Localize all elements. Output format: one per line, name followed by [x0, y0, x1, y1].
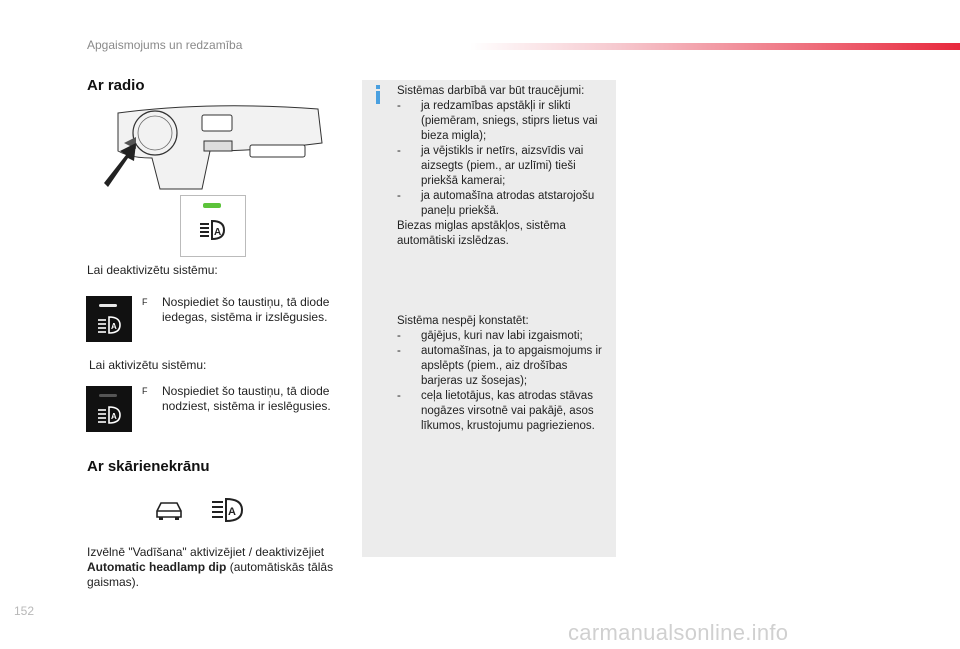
button-led-on — [86, 296, 132, 342]
touchscreen-instruction — [87, 545, 347, 590]
section-title-touchscreen: Ar skārienekrānu — [87, 458, 210, 475]
bullet-arrow: F — [142, 297, 148, 307]
page-number: 152 — [14, 604, 35, 618]
auto-headlamp-icon — [198, 219, 228, 241]
note-item: - ja vējstikls ir netīrs, aizsvīdis vai aizsegts (piem., ar uzlīmi) tieši priekšā kamerai; — [397, 145, 584, 187]
auto-headlamp-icon — [97, 316, 123, 334]
deactivate-step — [142, 295, 352, 327]
svg-text:A: A — [228, 506, 236, 518]
note-item: - gājējus, kuri nav labi izgaismoti; — [397, 330, 583, 342]
led-unlit — [99, 394, 117, 397]
deactivate-intro: Lai deaktivizētu sistēmu: — [87, 263, 218, 277]
info-icon — [376, 85, 380, 104]
activate-step — [142, 384, 352, 416]
touch-text-before: Izvēlnē "Vadīšana" aktivizējiet / deaktivizējiet — [87, 545, 325, 559]
header-title: Apgaismojums un redzamība — [87, 38, 243, 52]
note-item: - automašīnas, ja to apgaismojums ir apslēpts (piem., aiz drošības barjeras uz šosejas); — [397, 345, 602, 387]
note-disturbances — [397, 84, 612, 249]
note-intro: Sistēmas darbībā var būt traucējumi: — [397, 85, 585, 97]
header-accent-bar — [470, 43, 960, 50]
deactivate-step-text: Nospiediet šo taustiņu, tā diode iedegas, sistēma ir izslēgusies. — [162, 295, 330, 324]
watermark: carmanualsonline.info — [568, 620, 789, 645]
svg-text:A: A — [111, 322, 117, 331]
touch-menu-item: Automatic headlamp dip — [87, 560, 227, 574]
note-item: - ja automašīna atrodas atstarojošu paneļu priekšā. — [397, 190, 595, 217]
touch-text-after: (automātiskās tālās gaismas). — [87, 560, 334, 589]
auto-headlamp-icon — [97, 406, 123, 424]
led-lit — [99, 304, 117, 307]
note-limitations — [397, 314, 612, 434]
svg-text:A: A — [214, 227, 222, 238]
led-indicator — [203, 203, 221, 208]
svg-text:A: A — [111, 412, 117, 421]
activate-step-text: Nospiediet šo taustiņu, tā diode nodziest, sistēma ir ieslēgusies. — [162, 384, 331, 413]
dashboard-illustration — [100, 103, 325, 193]
activate-intro: Lai aktivizētu sistēmu: — [89, 358, 207, 372]
button-led-off — [86, 386, 132, 432]
touchscreen-icons — [152, 497, 252, 523]
bullet-arrow: F — [142, 386, 148, 396]
note-fog: Biezas miglas apstākļos, sistēma automātiski izslēdzas. — [397, 220, 566, 247]
headlamp-button-closeup — [180, 195, 246, 257]
info-note — [362, 80, 616, 557]
section-title-radio: Ar radio — [87, 77, 145, 94]
note-item: - ja redzamības apstākļi ir slikti (piemēram, sniegs, stiprs lietus vai bieza migla); — [397, 100, 598, 142]
note-intro2: Sistēma nespēj konstatēt: — [397, 315, 529, 327]
auto-headlamp-icon — [212, 499, 242, 521]
note-item: - ceļa lietotājus, kas atrodas stāvas nogāzes virsotnē vai pakājē, asos līkumos, krustojumu pagriezienos. — [397, 390, 595, 432]
car-icon — [157, 503, 181, 520]
